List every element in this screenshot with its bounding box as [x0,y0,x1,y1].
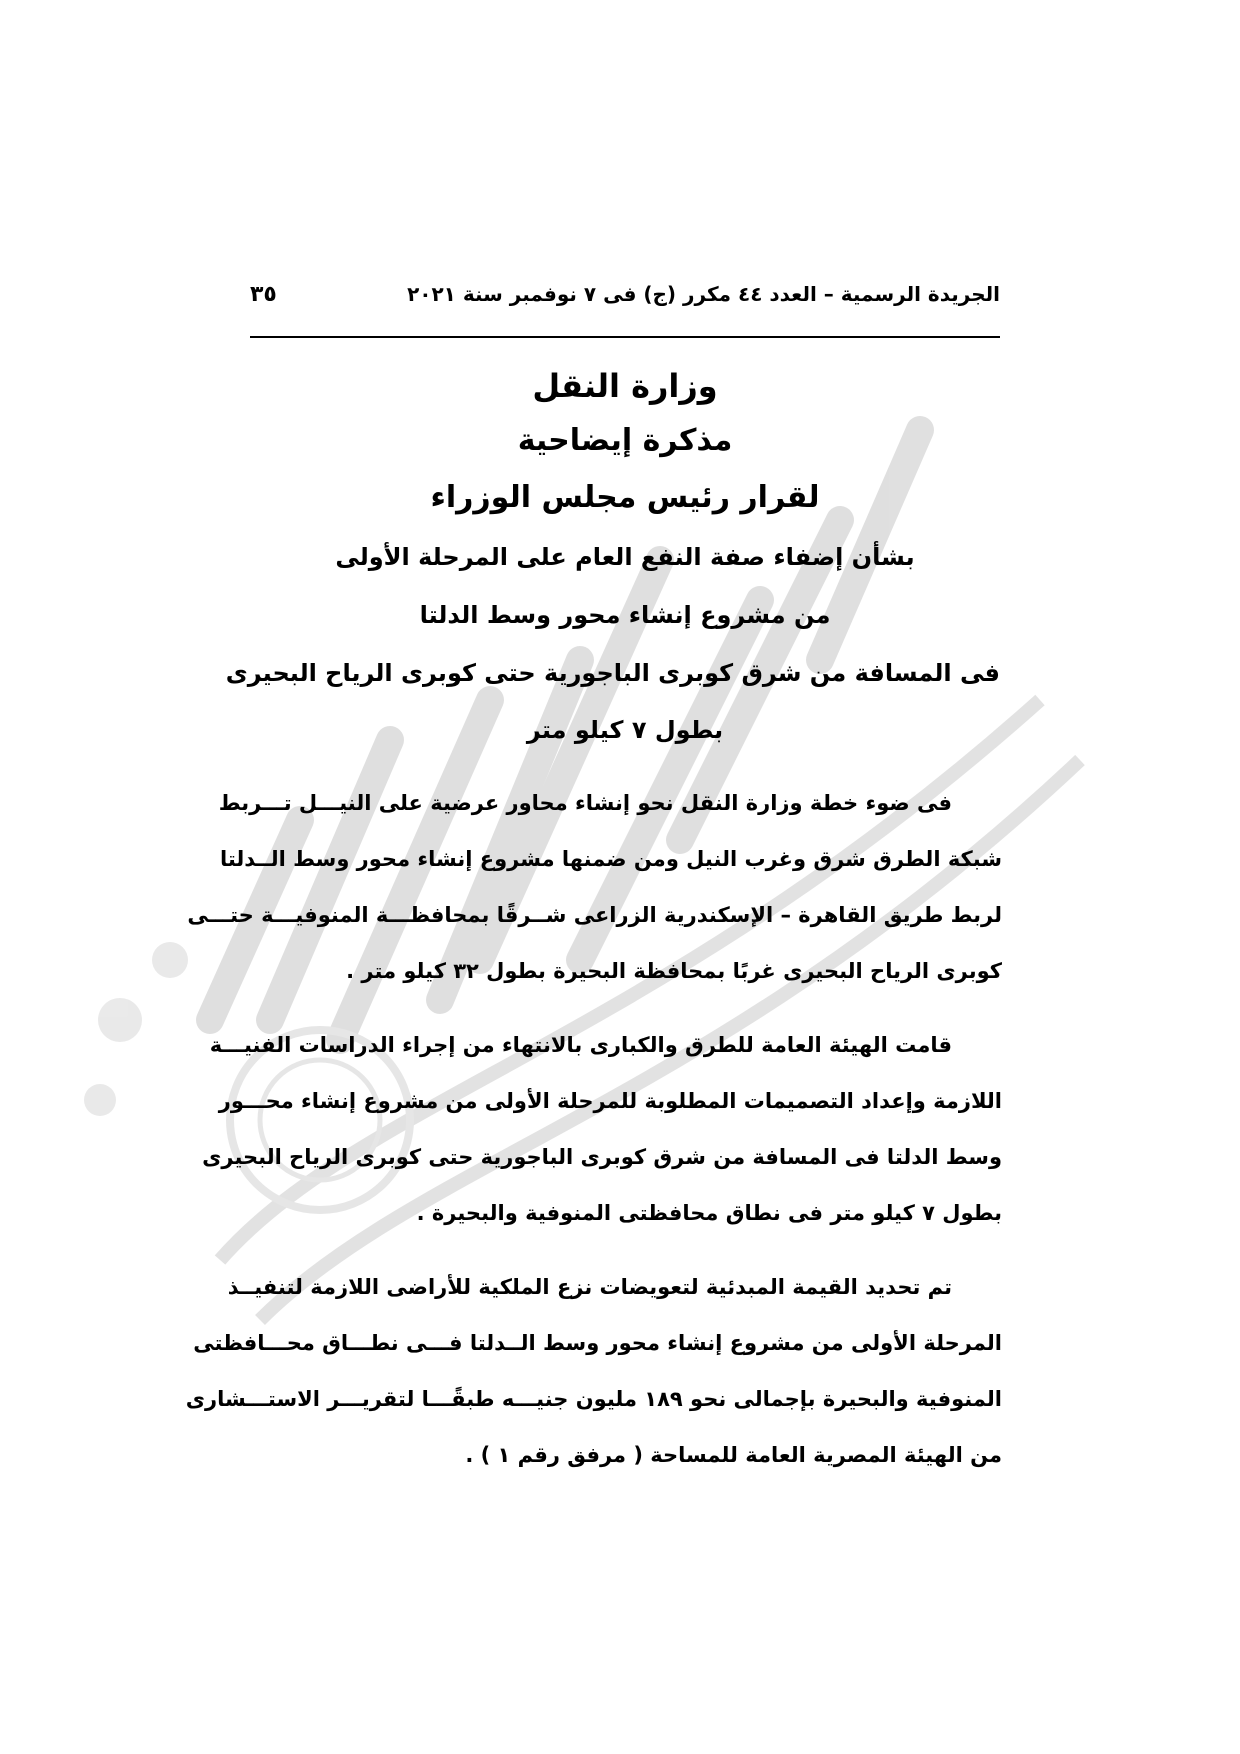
memo-body [185,775,1002,1501]
paragraph-line: المنوفية والبحيرة بإجمالى نحو ١٨٩ مليون جنيـــه طبقًـــا لتقريـــر الاستـــشارى [185,1387,1002,1411]
paragraph-line: بطول ٧ كيلو متر فى نطاق محافظتى المنوفية والبحيرة . [416,1201,1002,1225]
paragraph-line: لربط طريق القاهرة – الإسكندرية الزراعى شــرقًا بمحافظـــة المنوفيـــة حتـــى [187,903,1002,927]
paragraph-line: المرحلة الأولى من مشروع إنشاء محور وسط الــدلتا فـــى نطـــاق محـــافظتى [193,1331,1002,1355]
subject-line-1: بشأن إضفاء صفة النفع العام على المرحلة الأولى [335,543,915,571]
paragraph [185,1259,1002,1483]
paragraph [202,1017,1002,1241]
paragraph-line: شبكة الطرق شرق وغرب النيل ومن ضمنها مشروع إنشاء محور وسط الــدلتا [219,847,1002,871]
header-divider [250,336,1000,338]
document-titles [225,360,1000,758]
paragraph-line: فى ضوء خطة وزارة النقل نحو إنشاء محاور عرضية على النيـــل تـــربط [218,791,952,815]
paragraph-line: اللازمة وإعداد التصميمات المطلوبة للمرحلة الأولى من مشروع إنشاء محـــور [218,1089,1002,1113]
ministry-title: وزارة النقل [532,367,718,405]
subject-line-2: من مشروع إنشاء محور وسط الدلتا [419,601,831,629]
decree-title: لقرار رئيس مجلس الوزراء [430,480,820,515]
paragraph-line: وسط الدلتا فى المسافة من شرق كوبرى الباجورية حتى كوبرى الرياح البحيرى [202,1145,1002,1169]
memo-title: مذكرة إيضاحية [517,423,733,458]
page-header [250,282,1000,322]
paragraph-line: من الهيئة المصرية العامة للمساحة ( مرفق رقم ١ ) . [465,1443,1002,1467]
paragraph-line: كوبرى الرياح البحيرى غربًا بمحافظة البحيرة بطول ٣٢ كيلو متر . [346,959,1002,983]
paragraph-line: تم تحديد القيمة المبدئية لتعويضات نزع الملكية للأراضى اللازمة لتنفيــذ [227,1275,952,1299]
paragraph [187,775,1002,999]
page-number: ٣٥ [250,282,277,307]
subject-line-4: بطول ٧ كيلو متر [526,716,724,744]
subject-line-3: فى المسافة من شرق كوبرى الباجورية حتى كوبرى الرياح البحيرى [225,659,1000,687]
paragraph-line: قامت الهيئة العامة للطرق والكبارى بالانتهاء من إجراء الدراسات الفنيـــة [209,1033,952,1057]
gazette-header-title: الجريدة الرسمية – العدد ٤٤ مكرر (ج) فى ٧ نوفمبر سنة ٢٠٢١ [407,282,1000,306]
